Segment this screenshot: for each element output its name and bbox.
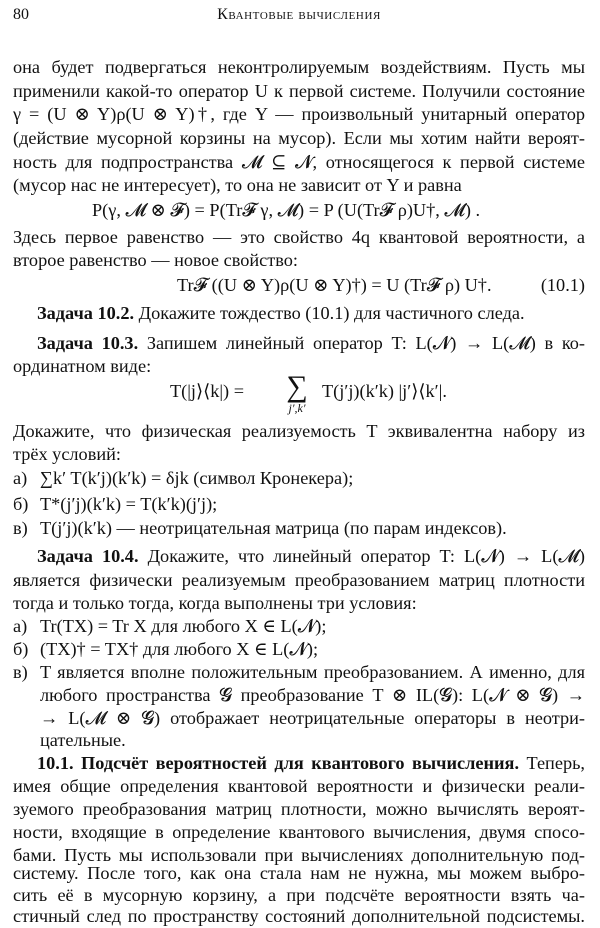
display-formula-10-1: Tr𝓕 ((U ⊗ Y)ρ(U ⊗ Y)†) = U (Tr𝓕 ρ) U†.: [177, 275, 492, 295]
problem-10-4: [37, 545, 585, 567]
text-line: (мусор нас не интересует), то она не зависит от Y и равна: [13, 175, 462, 195]
item-text: Tr(TX) = Tr X для любого X ∈ L(𝓝);: [40, 616, 327, 636]
equation-number: (10.1): [540, 275, 585, 295]
item-text: цательные.: [40, 730, 126, 750]
text-line: второе равенство — новое свойство:: [13, 250, 298, 270]
display-formula-coordinate: [170, 380, 244, 402]
item-text: T является вполне положительным преобразованием. А именно, для: [40, 662, 585, 682]
text-line: является физически реализуемым преобразованием матриц плотности: [13, 570, 585, 590]
item-label: в): [13, 662, 28, 682]
item-text: (TX)† = TX† для любого X ∈ L(𝓝);: [40, 639, 319, 659]
text-line: стичный след по пространству состояний дополнительной подсистемы.: [13, 906, 585, 926]
page-number: 80: [13, 6, 29, 23]
sum-index: j′,k′: [288, 401, 306, 415]
display-formula-probability: P(γ, 𝓜 ⊗ 𝓕) = P(Tr𝓕 γ, 𝓜) = P (U(Tr𝓕 ρ)U†, 𝓜) .: [92, 200, 481, 220]
problem-text: Запишем линейный оператор T: L(𝓝) → L(𝓜) в ко-: [146, 333, 585, 353]
item-text: ∑k′ T(k′j)(k′k) = δjk (символ Кронекера);: [40, 468, 354, 488]
item-label: б): [13, 639, 29, 659]
problem-text: Докажите, что линейный оператор T: L(𝓝) → L(𝓜): [147, 546, 585, 566]
text-line: ности, входящие в определение квантового вычисления, двумя спосо-: [13, 822, 585, 842]
problem-label: Задача 10.4.: [37, 546, 139, 566]
formula-lhs: T(|j⟩⟨k|) =: [170, 381, 245, 401]
text-line: тогда и только тогда, когда выполнены три условия:: [13, 593, 417, 613]
problem-label: Задача 10.3.: [37, 333, 139, 353]
text-line: Здесь первое равенство — это свойство 4q квантовой вероятности, а: [13, 227, 585, 247]
text-line: трёх условий:: [13, 444, 121, 464]
problem-10-3: [37, 332, 585, 354]
problem-label: Задача 10.2.: [37, 303, 135, 323]
text-line: систему. После того, как она стала нам не нужна, мы можем выбро-: [13, 863, 585, 883]
running-head: [13, 6, 585, 28]
problem-text: Докажите тождество (10.1) для частичного следа.: [138, 303, 525, 323]
item-text: T*(j′j)(k′k) = T(k′k)(j′j);: [40, 494, 218, 514]
text-line: она будет подвергаться неконтролируемым воздействиям. Пусть мы: [13, 57, 585, 77]
item-text: любого пространства 𝓖 преобразование T ⊗ IL(𝓖): L(𝓝 ⊗ 𝓖) →: [40, 685, 585, 705]
item-label: б): [13, 494, 29, 514]
text-line: ность для подпространства 𝓜 ⊆ 𝓝, относящегося к первой системе: [13, 152, 585, 172]
text-line: бами. Пусть мы использовали при вычислениях дополнительную под-: [13, 845, 585, 865]
formula-rhs: T(j′j)(k′k) |j′⟩⟨k′|.: [322, 381, 447, 401]
item-label: а): [13, 468, 28, 488]
item-text: → L(𝓜 ⊗ 𝓖) отображает неотрицательные операторы в неотри-: [40, 708, 585, 728]
item-label: а): [13, 616, 28, 636]
section-10-1-heading-line: [37, 752, 585, 774]
section-heading: 10.1. Подсчёт вероятностей для квантового вычисления.: [37, 753, 520, 773]
text-line: γ = (U ⊗ Y)ρ(U ⊗ Y)†, где Y — произвольный унитарный оператор: [13, 104, 585, 124]
running-title: Квантовые вычисления: [217, 6, 381, 23]
problem-10-2: [37, 302, 585, 324]
text-line: имея общие определения квантовой вероятности и физически реали-: [13, 776, 585, 796]
section-text: Теперь,: [526, 753, 585, 773]
sum-sign: ∑: [286, 370, 308, 403]
text-line: зуемого преобразования матриц плотности, можно вычислять вероят-: [13, 799, 585, 819]
item-text: T(j′j)(k′k) — неотрицательная матрица (по парам индексов).: [40, 518, 507, 538]
sum-operator: [277, 372, 317, 414]
text-line: применили какой-то оператор U к первой системе. Получили состояние: [13, 81, 585, 101]
item-label: в): [13, 518, 28, 538]
text-line: (действие мусорной корзины на мусор). Если мы хотим найти вероят-: [13, 128, 585, 148]
text-line: сить её в мусорную корзину, а при подсчёте вероятности взять ча-: [13, 885, 585, 905]
text-line: ординатном виде:: [13, 356, 152, 376]
text-line: Докажите, что физическая реализуемость T эквивалентна набору из: [13, 421, 585, 441]
